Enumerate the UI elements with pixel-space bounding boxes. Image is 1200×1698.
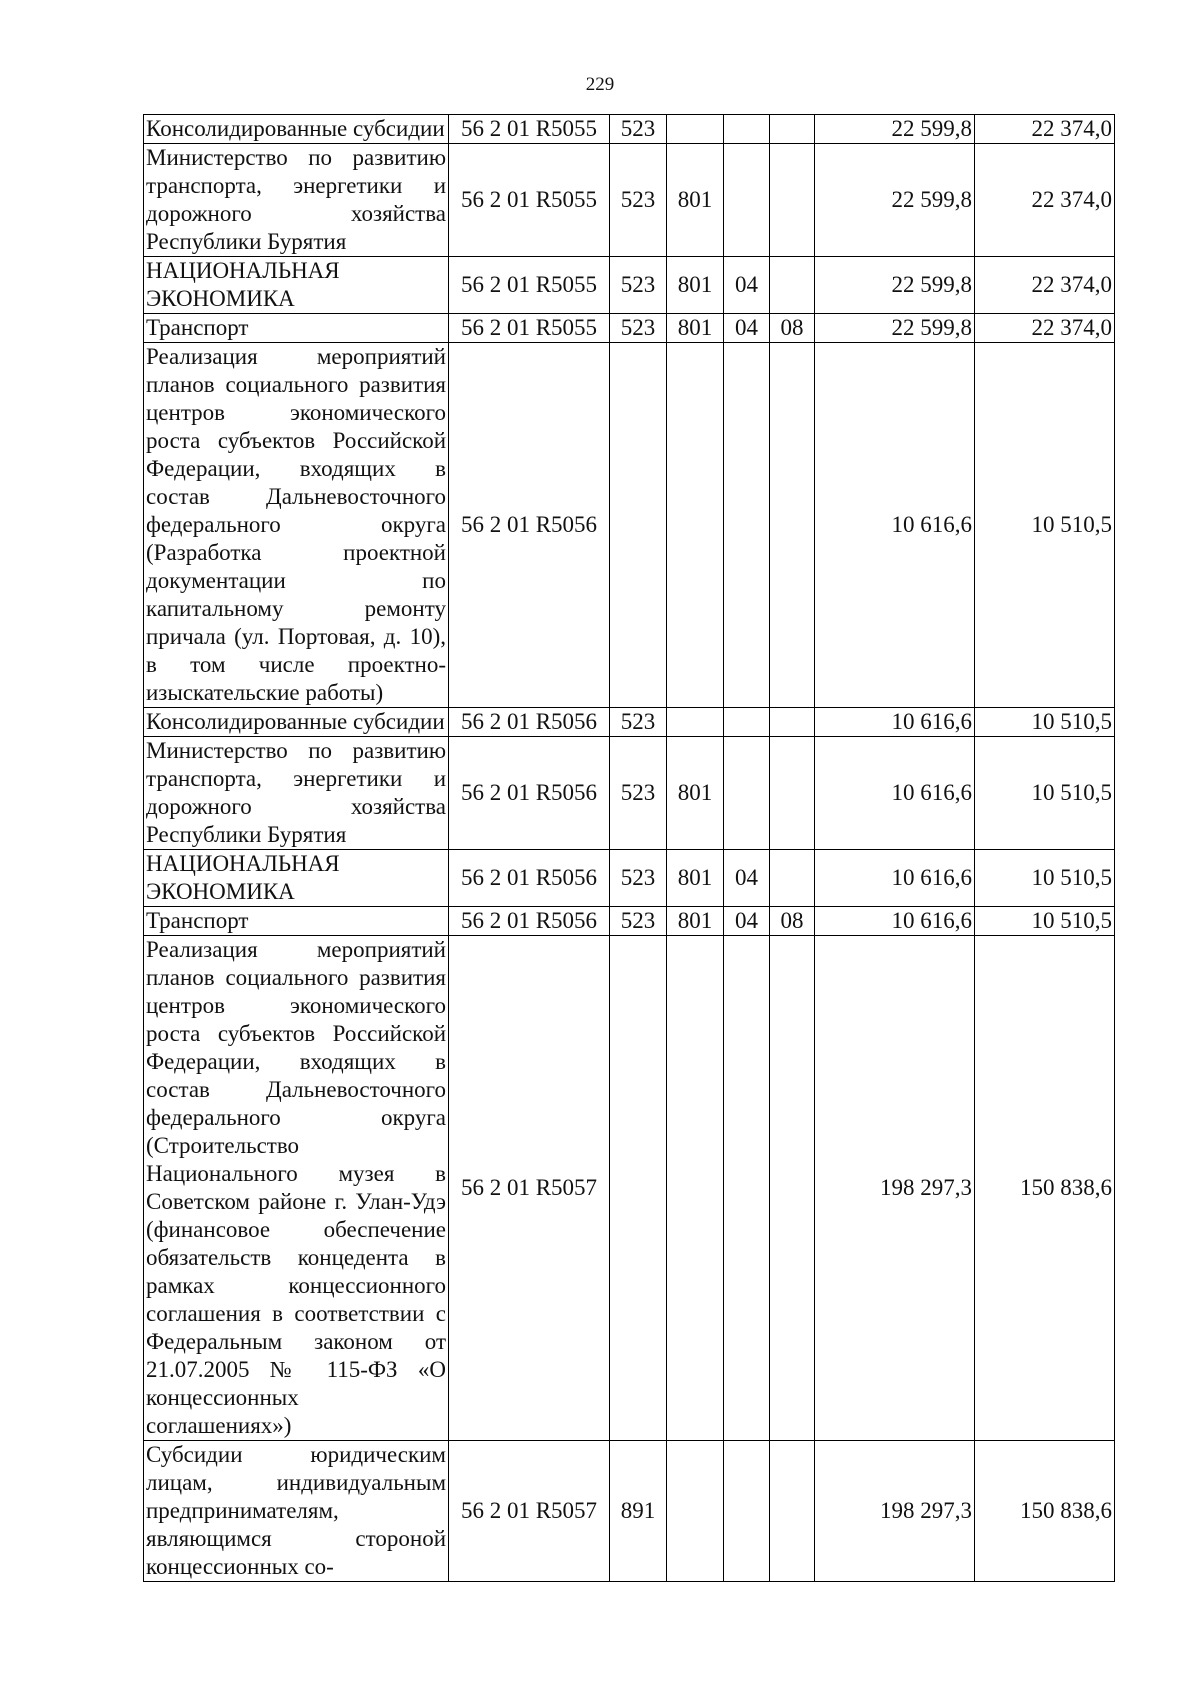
row-section-code: 801 [667, 144, 724, 257]
row-expense-type: 08 [770, 314, 815, 343]
row-name: Реализация мероприятий планов социального развития центров экономического роста субъектов Российской Федерации, входящих в состав Дальневосточного федерального округа (Строительство Национального музея в Советском районе г. Улан-Удэ (финансовое обеспечение обязательств концедента в рамках концессионного соглашения в соответствии с Федеральным законом от 21.07.2005 № 115-ФЗ «О концессионных соглашениях») [144, 936, 449, 1441]
row-target-code: 56 2 01 R5056 [449, 708, 610, 737]
row-grbs: 523 [610, 907, 667, 936]
row-target-code: 56 2 01 R5056 [449, 907, 610, 936]
row-name: Субсидии юридическим лицам, индивидуальным предпринимателям, являющимся стороной концессионных со- [144, 1441, 449, 1582]
row-section-code [667, 1441, 724, 1582]
row-amount-year-2: 10 510,5 [975, 737, 1115, 850]
row-subsection-code: 04 [724, 257, 770, 314]
row-target-code: 56 2 01 R5057 [449, 936, 610, 1441]
row-amount-year-2: 150 838,6 [975, 936, 1115, 1441]
row-amount-year-2: 22 374,0 [975, 144, 1115, 257]
row-subsection-code [724, 936, 770, 1441]
row-subsection-code [724, 708, 770, 737]
table-row [144, 708, 1115, 737]
row-amount-year-2: 22 374,0 [975, 115, 1115, 144]
table-row [144, 144, 1115, 257]
row-subsection-code [724, 343, 770, 708]
row-amount-year-2: 22 374,0 [975, 314, 1115, 343]
row-section-code [667, 936, 724, 1441]
row-expense-type [770, 343, 815, 708]
row-grbs: 523 [610, 314, 667, 343]
row-target-code: 56 2 01 R5055 [449, 257, 610, 314]
row-grbs: 523 [610, 737, 667, 850]
row-grbs: 891 [610, 1441, 667, 1582]
row-amount-year-1: 10 616,6 [815, 708, 975, 737]
row-section-code: 801 [667, 257, 724, 314]
row-amount-year-1: 10 616,6 [815, 343, 975, 708]
table-row [144, 907, 1115, 936]
row-amount-year-1: 198 297,3 [815, 1441, 975, 1582]
row-grbs: 523 [610, 708, 667, 737]
row-section-code: 801 [667, 907, 724, 936]
row-subsection-code [724, 737, 770, 850]
row-grbs: 523 [610, 257, 667, 314]
row-name: Министерство по развитию транспорта, энергетики и дорожного хозяйства Республики Бурятия [144, 144, 449, 257]
row-amount-year-2: 10 510,5 [975, 708, 1115, 737]
row-target-code: 56 2 01 R5057 [449, 1441, 610, 1582]
row-amount-year-2: 22 374,0 [975, 257, 1115, 314]
table-row [144, 936, 1115, 1441]
table-row [144, 343, 1115, 708]
row-amount-year-1: 10 616,6 [815, 850, 975, 907]
table-row [144, 737, 1115, 850]
row-amount-year-2: 10 510,5 [975, 907, 1115, 936]
row-amount-year-2: 10 510,5 [975, 850, 1115, 907]
row-amount-year-2: 10 510,5 [975, 343, 1115, 708]
row-grbs [610, 343, 667, 708]
row-expense-type [770, 257, 815, 314]
row-target-code: 56 2 01 R5056 [449, 737, 610, 850]
row-section-code: 801 [667, 314, 724, 343]
budget-table [143, 114, 1115, 1582]
row-name: НАЦИОНАЛЬНАЯ ЭКОНОМИКА [144, 257, 449, 314]
row-subsection-code [724, 1441, 770, 1582]
row-expense-type [770, 708, 815, 737]
row-section-code [667, 343, 724, 708]
row-name: Консолидированные субсидии [144, 115, 449, 144]
page-number: 229 [585, 74, 615, 95]
row-subsection-code: 04 [724, 907, 770, 936]
row-grbs [610, 936, 667, 1441]
row-section-code: 801 [667, 737, 724, 850]
row-target-code: 56 2 01 R5055 [449, 314, 610, 343]
row-amount-year-1: 22 599,8 [815, 144, 975, 257]
table-row [144, 257, 1115, 314]
table-row [144, 115, 1115, 144]
row-section-code [667, 708, 724, 737]
row-amount-year-2: 150 838,6 [975, 1441, 1115, 1582]
row-amount-year-1: 10 616,6 [815, 737, 975, 850]
row-target-code: 56 2 01 R5055 [449, 115, 610, 144]
row-subsection-code: 04 [724, 850, 770, 907]
row-name: Министерство по развитию транспорта, энергетики и дорожного хозяйства Республики Бурятия [144, 737, 449, 850]
row-expense-type [770, 115, 815, 144]
table-row [144, 314, 1115, 343]
row-expense-type [770, 144, 815, 257]
row-amount-year-1: 22 599,8 [815, 314, 975, 343]
row-expense-type: 08 [770, 907, 815, 936]
table-row [144, 850, 1115, 907]
row-amount-year-1: 22 599,8 [815, 115, 975, 144]
row-grbs: 523 [610, 850, 667, 907]
row-target-code: 56 2 01 R5056 [449, 850, 610, 907]
row-name: Транспорт [144, 314, 449, 343]
row-target-code: 56 2 01 R5055 [449, 144, 610, 257]
row-amount-year-1: 22 599,8 [815, 257, 975, 314]
budget-table-body [144, 115, 1115, 1582]
row-amount-year-1: 198 297,3 [815, 936, 975, 1441]
row-section-code: 801 [667, 850, 724, 907]
row-section-code [667, 115, 724, 144]
row-subsection-code [724, 144, 770, 257]
row-amount-year-1: 10 616,6 [815, 907, 975, 936]
row-grbs: 523 [610, 115, 667, 144]
row-expense-type [770, 1441, 815, 1582]
table-row [144, 1441, 1115, 1582]
row-expense-type [770, 850, 815, 907]
row-expense-type [770, 737, 815, 850]
row-grbs: 523 [610, 144, 667, 257]
row-name: НАЦИОНАЛЬНАЯ ЭКОНОМИКА [144, 850, 449, 907]
row-name: Транспорт [144, 907, 449, 936]
row-target-code: 56 2 01 R5056 [449, 343, 610, 708]
row-subsection-code [724, 115, 770, 144]
row-name: Консолидированные субсидии [144, 708, 449, 737]
row-expense-type [770, 936, 815, 1441]
row-subsection-code: 04 [724, 314, 770, 343]
row-name: Реализация мероприятий планов социального развития центров экономического роста субъектов Российской Федерации, входящих в состав Дальневосточного федерального округа (Разработка проектной документации по капитальному ремонту причала (ул. Портовая, д. 10), в том числе проектно-изыскательские работы) [144, 343, 449, 708]
